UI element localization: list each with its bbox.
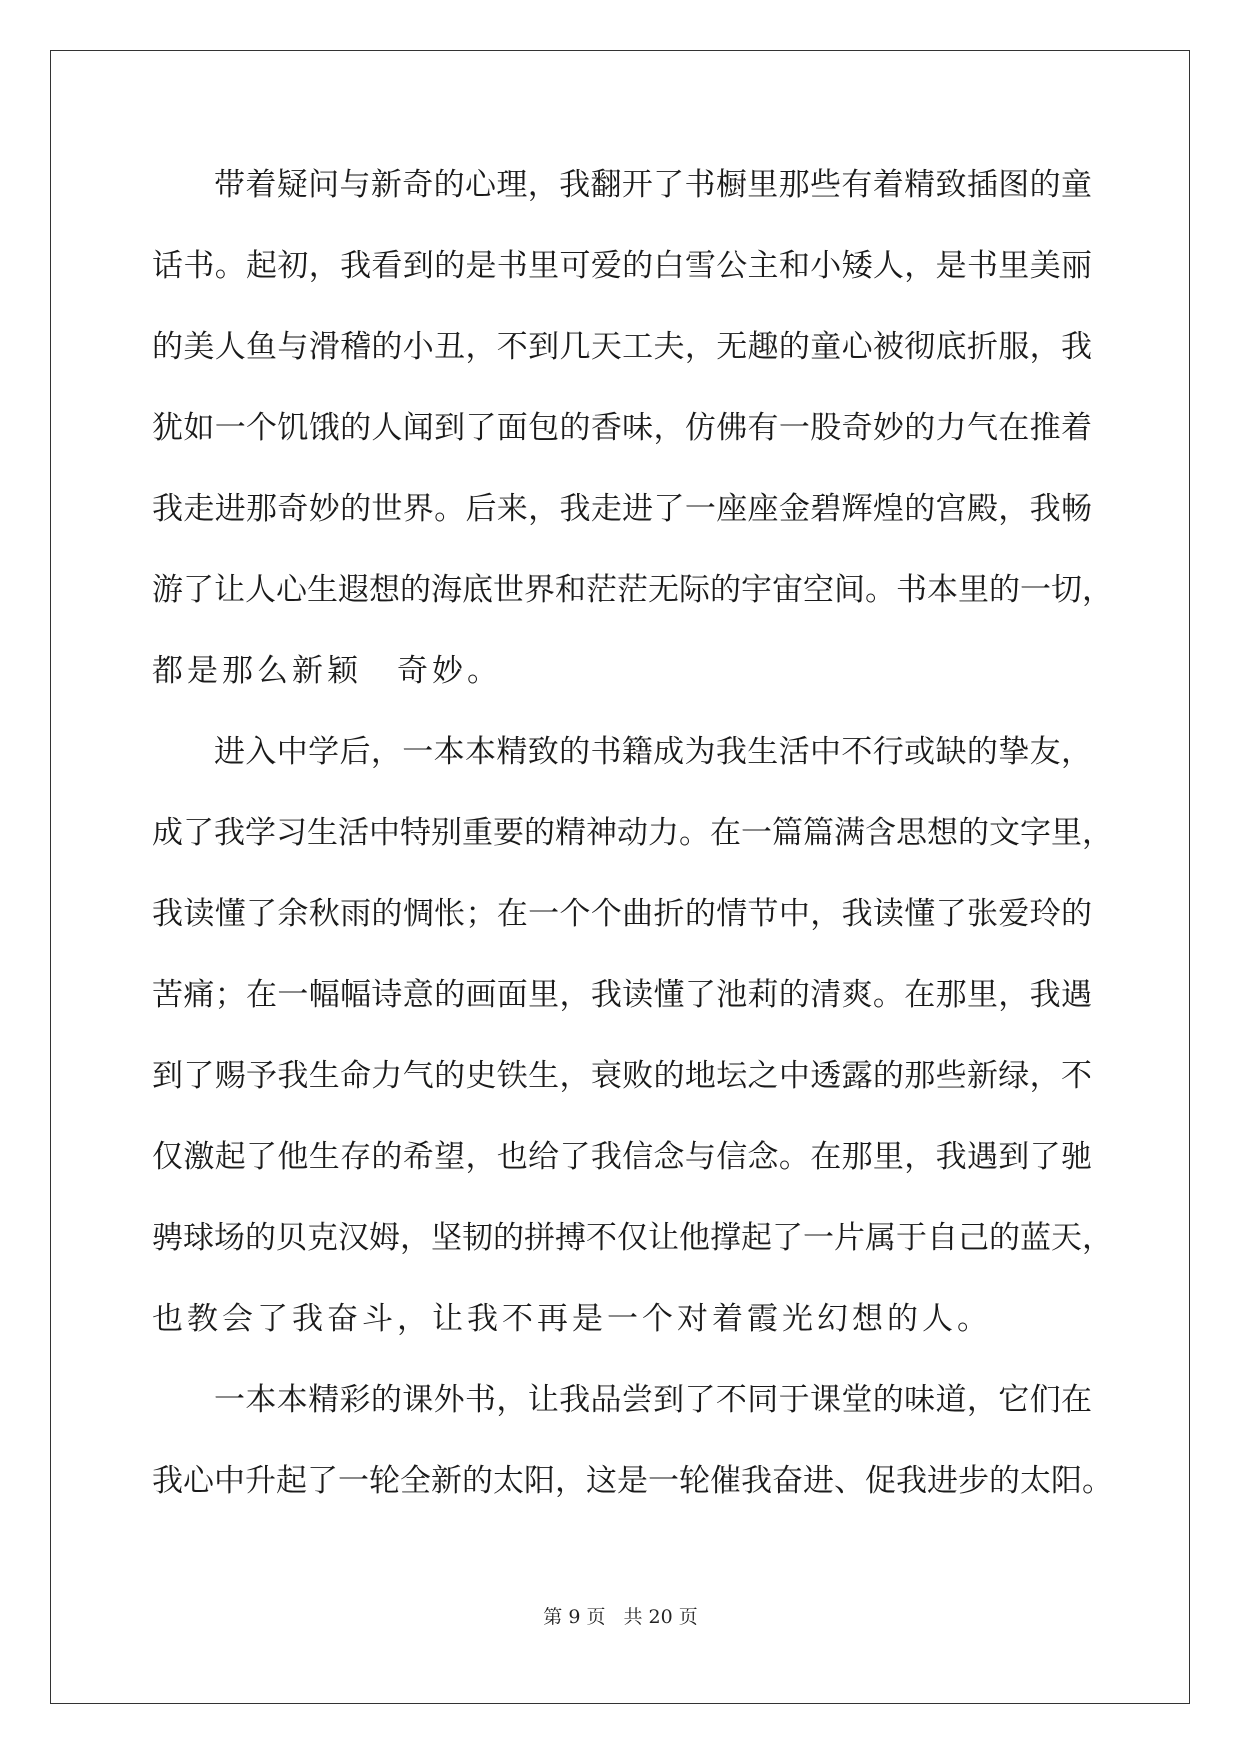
paragraph-1-line-1: 带着疑问与新奇的心理，我翻开了书橱里那些有着精致插图的童 xyxy=(214,167,1092,203)
paragraph-2-line-2: 成了我学习生活中特别重要的精神动力。在一篇篇满含思想的文字里， xyxy=(152,815,1113,851)
paragraph-1-line-3: 的美人鱼与滑稽的小丑，不到几天工夫，无趣的童心被彻底折服，我 xyxy=(152,329,1092,365)
document-body xyxy=(152,160,1113,1537)
paragraph-2-line-7: 骋球场的贝克汉姆，坚韧的拼搏不仅让他撑起了一片属于自己的蓝天， xyxy=(152,1220,1113,1256)
paragraph-1-line-6: 游了让人心生遐想的海底世界和茫茫无际的宇宙空间。书本里的一切， xyxy=(152,572,1113,608)
page-footer xyxy=(0,1602,1241,1629)
paragraph-1-line-5: 我走进那奇妙的世界。后来，我走进了一座座金碧辉煌的宫殿，我畅 xyxy=(152,491,1092,527)
paragraph-2-line-5: 到了赐予我生命力气的史铁生，衰败的地坛之中透露的那些新绿，不 xyxy=(152,1058,1092,1094)
paragraph-1-line-7: 都是那么新颖 奇妙。 xyxy=(152,653,502,689)
paragraph-2-line-1: 进入中学后，一本本精致的书籍成为我生活中不行或缺的挚友， xyxy=(214,734,1092,770)
paragraph-3-line-1: 一本本精彩的课外书，让我品尝到了不同于课堂的味道，它们在 xyxy=(214,1382,1092,1418)
paragraph-2-line-6: 仅激起了他生存的希望，也给了我信念与信念。在那里，我遇到了驰 xyxy=(152,1139,1092,1175)
paragraph-1-line-4: 犹如一个饥饿的人闻到了面包的香味，仿佛有一股奇妙的力气在推着 xyxy=(152,410,1092,446)
paragraph-2-line-8: 也教会了我奋斗，让我不再是一个对着霞光幻想的人。 xyxy=(152,1301,992,1337)
paragraph-1-line-2: 话书。起初，我看到的是书里可爱的白雪公主和小矮人，是书里美丽 xyxy=(152,248,1092,284)
paragraph-2-line-4: 苦痛；在一幅幅诗意的画面里，我读懂了池莉的清爽。在那里，我遇 xyxy=(152,977,1092,1013)
paragraph-3-line-2: 我心中升起了一轮全新的太阳，这是一轮催我奋进、促我进步的太阳。 xyxy=(152,1463,1113,1499)
paragraph-2-line-3: 我读懂了余秋雨的惆怅；在一个个曲折的情节中，我读懂了张爱玲的 xyxy=(152,896,1092,932)
page-number: 第 9 页 xyxy=(543,1606,606,1628)
page-total: 共 20 页 xyxy=(623,1606,698,1628)
